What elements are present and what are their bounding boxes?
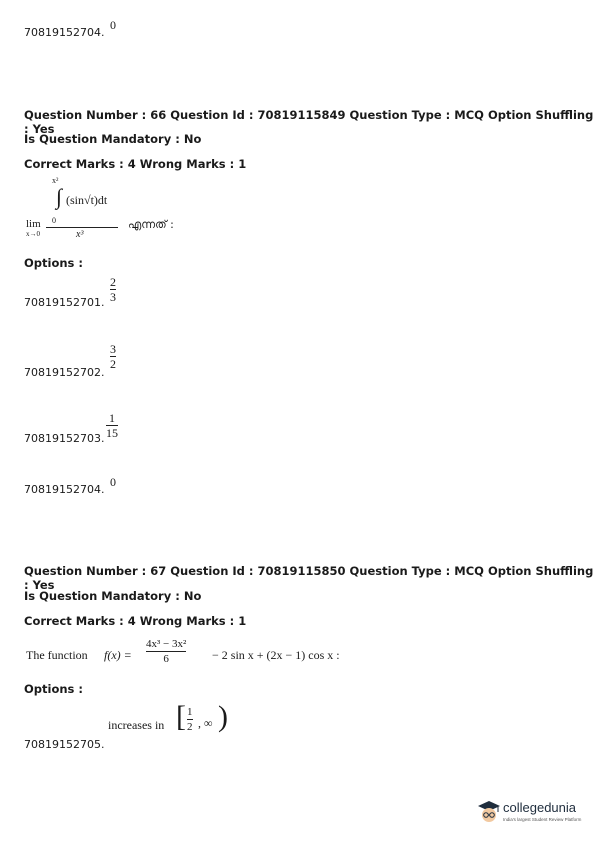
denominator: x³ [76, 229, 84, 240]
option-fraction [110, 343, 116, 370]
malayalam-text: എന്നത് : [128, 218, 174, 231]
logo-name: collegedunia [503, 800, 577, 815]
q66-options-label: Options : [24, 256, 83, 270]
fraction-denominator: 2 [110, 357, 116, 371]
fraction-bar [146, 651, 186, 652]
fraction-denominator: 2 [187, 721, 193, 733]
option-value: 0 [110, 475, 116, 489]
option-id: 70819152705. [24, 738, 105, 751]
fraction-bar [187, 719, 193, 720]
integral-upper-limit: x² [52, 176, 59, 185]
fraction-denominator: 6 [163, 653, 169, 665]
fraction-numerator: 1 [187, 706, 193, 718]
q67-options-label: Options : [24, 682, 83, 696]
option-id: 70819152703. [24, 432, 105, 445]
logo-tagline: India's largest Student Review Platform [503, 817, 582, 822]
fraction-bar [46, 227, 118, 228]
fraction-numerator: 4x³ − 3x² [146, 638, 187, 650]
lim-subscript: x→0 [26, 230, 40, 238]
option-fraction [110, 276, 116, 303]
option-id: 70819152702. [24, 366, 105, 379]
option-fraction [106, 412, 118, 439]
lim-text: lim [26, 218, 41, 230]
q67-header-line2: Is Question Mandatory : No [24, 589, 202, 603]
integral-lower-limit: 0 [52, 216, 56, 225]
fraction-denominator: 15 [106, 426, 118, 440]
fraction-numerator: 1 [109, 411, 115, 425]
q66-header-line3: Correct Marks : 4 Wrong Marks : 1 [24, 157, 247, 171]
option-text: increases in [108, 718, 165, 732]
stem-prefix: The function [26, 648, 88, 662]
logo-mascot-icon [476, 798, 502, 824]
stem-suffix: − 2 sin x + (2x − 1) cos x : [212, 648, 340, 662]
function-fraction [146, 638, 186, 665]
option-id: 70819152704. [24, 483, 105, 496]
q67-header-line1: Question Number : 67 Question Id : 70819115850 Question Type : MCQ Option Shuffling : Yes [24, 564, 594, 592]
fraction-denominator: 3 [110, 290, 116, 304]
interval-close-paren: ) [218, 700, 228, 733]
option-id: 70819152704. [24, 26, 105, 39]
integrand: (sin√t)dt [66, 193, 108, 207]
interval-open-bracket: [ [176, 700, 186, 733]
q66-header-line1: Question Number : 66 Question Id : 70819115849 Question Type : MCQ Option Shuffling : Yes [24, 108, 594, 136]
integral-sign: ∫ [56, 184, 63, 209]
option-id: 70819152701. [24, 296, 105, 309]
fraction-numerator: 2 [110, 275, 116, 289]
interval-fraction [187, 706, 193, 733]
interval-rest: , ∞ [198, 716, 213, 730]
q66-header-line2: Is Question Mandatory : No [24, 132, 202, 146]
fraction-numerator: 3 [110, 342, 116, 356]
option-value: 0 [110, 18, 116, 32]
function-lhs: f(x) = [104, 648, 132, 662]
q67-header-line3: Correct Marks : 4 Wrong Marks : 1 [24, 614, 247, 628]
